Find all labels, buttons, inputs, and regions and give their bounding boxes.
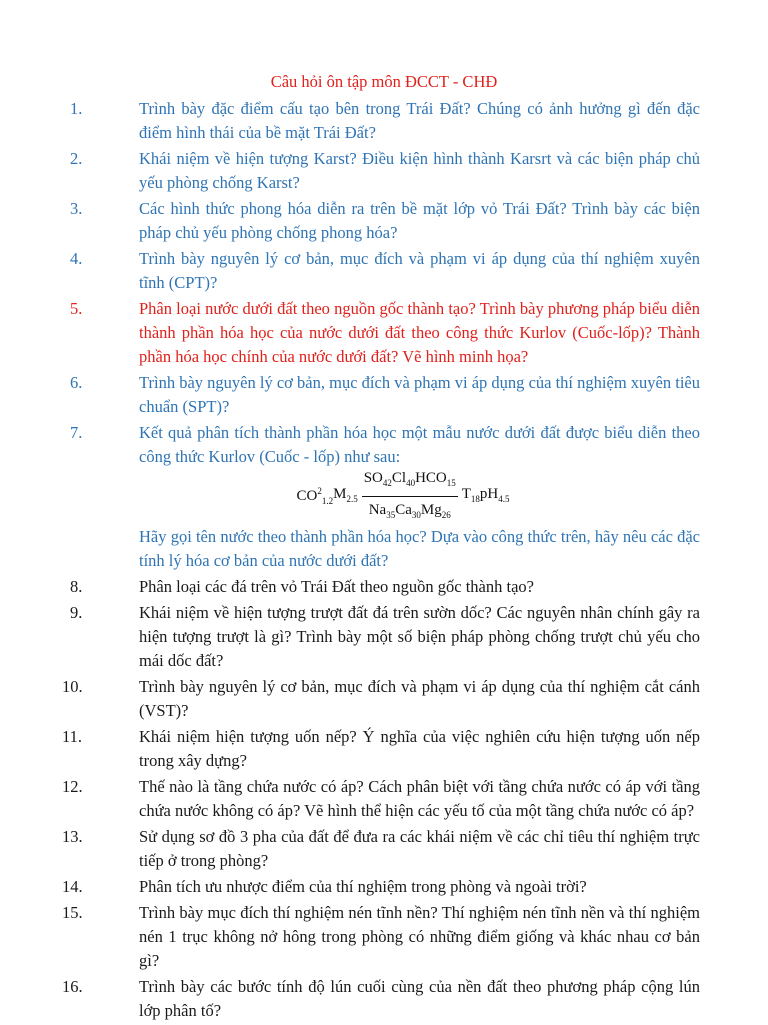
formula-co2 xyxy=(297,479,334,513)
question-text: Trình bày nguyên lý cơ bản, mục đích và phạm vi áp dụng của thí nghiệm xuyên tiêu chuẩn (SPT)? xyxy=(139,373,700,416)
question-item xyxy=(70,575,700,599)
question-text: Khái niệm về hiện tượng trượt đất đá trên sườn dốc? Các nguyên nhân chính gây ra hiện tượng trượt là gì? Trình bày một số biện pháp phòng chống trượt chủ yếu cho mái dốc đất? xyxy=(139,603,700,670)
question-number: 6. xyxy=(70,373,83,392)
question-item xyxy=(62,901,700,973)
question-number: 12. xyxy=(62,777,83,796)
question-item xyxy=(70,371,700,419)
formula-m-symbol: M xyxy=(333,485,347,502)
question-number: 9. xyxy=(70,603,83,622)
formula-co2-sub: 1.2 xyxy=(321,496,334,506)
formula-ph-symbol: pH xyxy=(479,485,499,502)
question-number: 8. xyxy=(70,577,83,596)
formula-cl: Cl xyxy=(391,469,407,486)
formula-cl-sub: 40 xyxy=(406,477,416,488)
question-item xyxy=(70,297,700,369)
formula-co2-sup: 2 xyxy=(317,486,322,496)
kurlov-formula xyxy=(106,469,700,520)
question-text: Trình bày các bước tính độ lún cuối cùng của nền đất theo phương pháp cộng lún lớp phân tố? xyxy=(139,977,700,1020)
question-item xyxy=(70,197,700,245)
question-number: 5. xyxy=(70,299,83,318)
question-text: Trình bày nguyên lý cơ bản, mục đích và phạm vi áp dụng của thí nghiệm xuyên tĩnh (CPT)? xyxy=(139,249,700,292)
formula-ph-sub: 4.5 xyxy=(498,493,510,504)
question-item xyxy=(62,675,700,723)
formula-t-symbol: T xyxy=(461,485,471,502)
question-number: 7. xyxy=(70,423,83,442)
question-item xyxy=(70,421,700,573)
question-item xyxy=(70,247,700,295)
question-number: 3. xyxy=(70,199,83,218)
question-item xyxy=(70,601,700,673)
question-text: Trình bày nguyên lý cơ bản, mục đích và phạm vi áp dụng của thí nghiệm cắt cánh (VST)? xyxy=(139,677,700,720)
question-text: Kết quả phân tích thành phần hóa học một mẫu nước dưới đất được biểu diễn theo công thức Kurlov (Cuốc - lốp) như sau: xyxy=(139,423,700,466)
formula-ph xyxy=(480,482,510,511)
formula-ca-sub: 30 xyxy=(411,509,421,520)
formula-so4-sub: 42 xyxy=(382,477,392,488)
question-text: Khái niệm về hiện tượng Karst? Điều kiện hình thành Karsrt và các biện pháp chủ yếu phòng chống Karst? xyxy=(139,149,700,192)
document-title: Câu hỏi ôn tập môn ĐCCT - CHĐ xyxy=(270,72,498,91)
question-text: Thế nào là tầng chứa nước có áp? Cách phân biệt với tầng chứa nước có áp với tầng chứa nước không có áp? Vẽ hình thể hiện các yếu tố của một tầng chứa nước có áp? xyxy=(139,777,700,820)
question-item xyxy=(62,725,700,773)
formula-ca: Ca xyxy=(395,501,412,518)
formula-numerator xyxy=(362,466,458,497)
formula-na-sub: 35 xyxy=(386,509,396,520)
formula-hco3: HCO xyxy=(415,469,447,486)
formula-na: Na xyxy=(368,501,387,518)
question-text: Trình bày mục đích thí nghiệm nén tĩnh nền? Thí nghiệm nén tĩnh nền và thí nghiệm nén 1 trục không nở hông trong phòng có những điểm giống và khác nhau cơ bản gì? xyxy=(139,903,700,970)
question-number: 4. xyxy=(70,249,83,268)
formula-mg: Mg xyxy=(420,501,442,518)
question-number: 1. xyxy=(70,99,83,118)
formula-co2-symbol: CO xyxy=(296,488,318,504)
question-text: Khái niệm hiện tượng uốn nếp? Ý nghĩa của việc nghiên cứu hiện tượng uốn nếp trong xây dựng? xyxy=(139,727,700,770)
question-number: 13. xyxy=(62,827,83,846)
question-text: Các hình thức phong hóa diễn ra trên bề mặt lớp vỏ Trái Đất? Trình bày các biện pháp chủ yếu phòng chống phong hóa? xyxy=(139,199,700,242)
question-number: 10. xyxy=(62,677,83,696)
question-item xyxy=(70,147,700,195)
formula-t-sub: 18 xyxy=(470,493,480,504)
question-number: 2. xyxy=(70,149,83,168)
formula-mg-sub: 26 xyxy=(441,509,451,520)
question-item xyxy=(70,97,700,145)
question-number: 16. xyxy=(62,977,83,996)
question-text: Trình bày đặc điểm cấu tạo bên trong Trái Đất? Chúng có ảnh hưởng gì đến đặc điểm hình thái của bề mặt Trái Đất? xyxy=(139,99,700,142)
question-item xyxy=(62,825,700,873)
formula-fraction xyxy=(362,466,458,527)
question-text: Phân loại nước dưới đất theo nguồn gốc thành tạo? Trình bày phương pháp biểu diễn thành phần hóa học của nước dưới đất theo công thức Kurlov (Cuốc-lốp)? Thành phần hóa học chính của nước dưới đất? Vẽ hình minh họa? xyxy=(139,299,700,366)
question-item xyxy=(62,975,700,1023)
question-number: 14. xyxy=(62,877,83,896)
formula-t xyxy=(462,482,480,511)
question-text: Sử dụng sơ đồ 3 pha của đất để đưa ra các khái niệm về các chỉ tiêu thí nghiệm trực tiếp ở trong phòng? xyxy=(139,827,700,870)
question-list xyxy=(62,97,700,1025)
formula-m-sub: 2.5 xyxy=(346,493,358,504)
formula-so4: SO xyxy=(363,469,383,486)
question-number: 15. xyxy=(62,903,83,922)
formula-hco3-sub: 15 xyxy=(446,477,456,488)
question-text: Phân loại các đá trên vỏ Trái Đất theo nguồn gốc thành tạo? xyxy=(139,577,534,596)
question-text: Phân tích ưu nhược điểm của thí nghiệm trong phòng và ngoài trời? xyxy=(139,877,587,896)
question-item xyxy=(62,875,700,899)
question-number: 11. xyxy=(62,727,83,746)
formula-denominator xyxy=(367,497,453,527)
question-followup: Hãy gọi tên nước theo thành phần hóa học? Dựa vào công thức trên, hãy nêu các đặc tính lý hóa cơ bản của nước dưới đất? xyxy=(139,527,700,570)
question-item xyxy=(62,775,700,823)
formula-m xyxy=(333,482,358,511)
